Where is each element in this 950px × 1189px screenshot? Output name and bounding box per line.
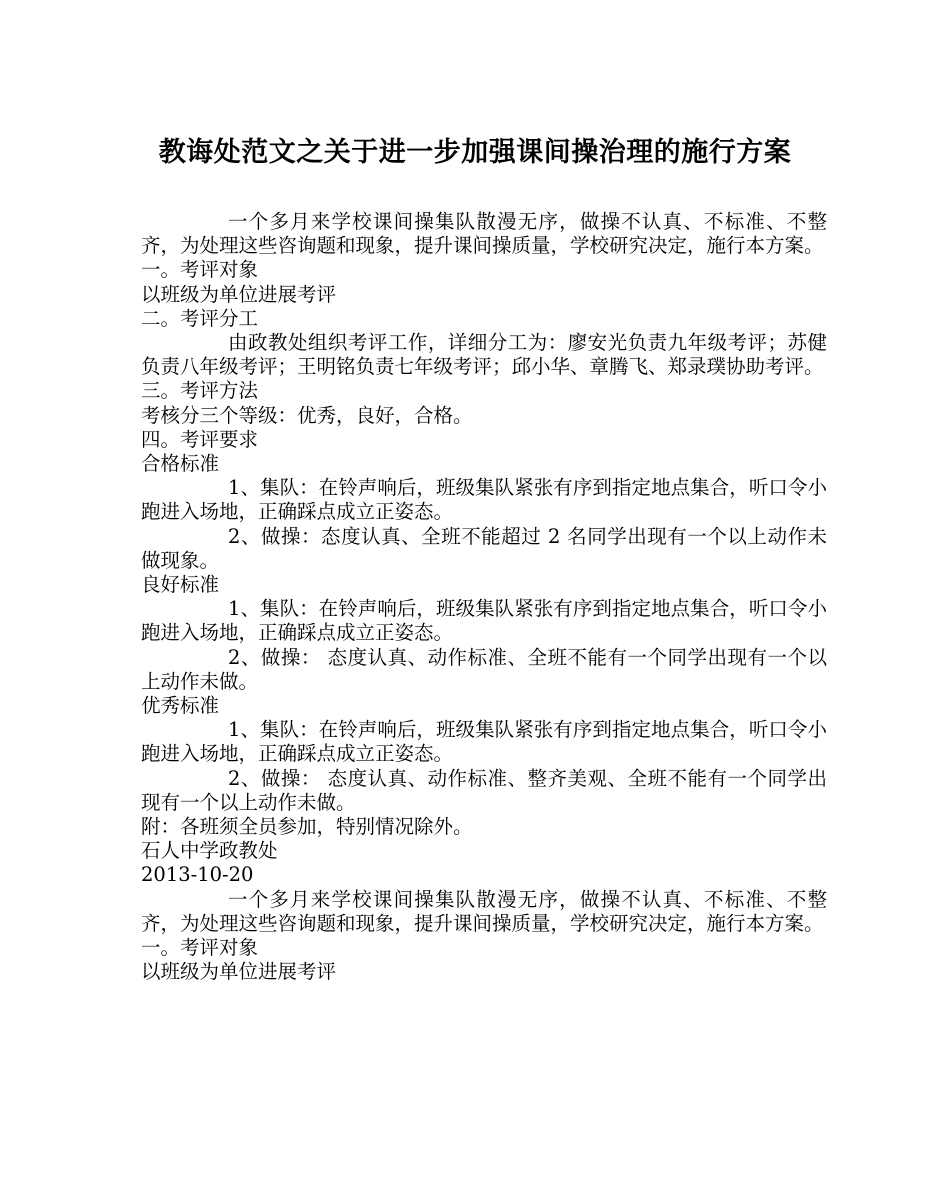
paragraph: 由政教处组织考评工作，详细分工为：廖安光负责九年级考评；苏健负责八年级考评；王明铭负责七年级考评；邱小华、章腾飞、郑录璞协助考评。 bbox=[141, 331, 827, 379]
paragraph: 以班级为单位进展考评 bbox=[141, 960, 337, 984]
paragraph: 附：各班须全员参加，特别情况除外。 bbox=[141, 815, 473, 839]
paragraph: 合格标准 bbox=[141, 452, 220, 476]
document-body bbox=[141, 210, 827, 985]
paragraph: 2、做操：态度认真、全班不能超过 2 名同学出现有一个以上动作未做现象。 bbox=[141, 524, 827, 572]
paragraph: 2、做操： 态度认真、动作标准、整齐美观、全班不能有一个同学出现有一个以上动作未做。 bbox=[141, 766, 827, 814]
paragraph: 考核分三个等级：优秀，良好，合格。 bbox=[141, 403, 473, 427]
paragraph: 一个多月来学校课间操集队散漫无序，做操不认真、不标准、不整齐，为处理这些咨询题和现象，提升课间操质量，学校研究决定，施行本方案。 bbox=[141, 210, 827, 258]
paragraph: 一。考评对象 bbox=[141, 258, 259, 282]
paragraph: 三。考评方法 bbox=[141, 379, 259, 403]
paragraph: 一个多月来学校课间操集队散漫无序，做操不认真、不标准、不整齐，为处理这些咨询题和现象，提升课间操质量，学校研究决定，施行本方案。 bbox=[141, 887, 827, 935]
paragraph: 1、集队：在铃声响后，班级集队紧张有序到指定地点集合，听口令小跑进入场地，正确踩点成立正姿态。 bbox=[141, 597, 827, 645]
paragraph: 优秀标准 bbox=[141, 694, 220, 718]
paragraph: 二。考评分工 bbox=[141, 306, 259, 330]
document-title: 教诲处范文之关于进一步加强课间操治理的施行方案 bbox=[158, 137, 792, 168]
paragraph: 2013-10-20 bbox=[141, 863, 254, 887]
paragraph: 2、做操： 态度认真、动作标准、全班不能有一个同学出现有一个以上动作未做。 bbox=[141, 645, 827, 693]
paragraph: 四。考评要求 bbox=[141, 427, 259, 451]
paragraph: 1、集队：在铃声响后，班级集队紧张有序到指定地点集合，听口令小跑进入场地，正确踩点成立正姿态。 bbox=[141, 718, 827, 766]
paragraph: 良好标准 bbox=[141, 573, 220, 597]
paragraph: 石人中学政教处 bbox=[141, 839, 278, 863]
paragraph: 以班级为单位进展考评 bbox=[141, 282, 337, 306]
paragraph: 1、集队：在铃声响后，班级集队紧张有序到指定地点集合，听口令小跑进入场地，正确踩点成立正姿态。 bbox=[141, 476, 827, 524]
paragraph: 一。考评对象 bbox=[141, 936, 259, 960]
